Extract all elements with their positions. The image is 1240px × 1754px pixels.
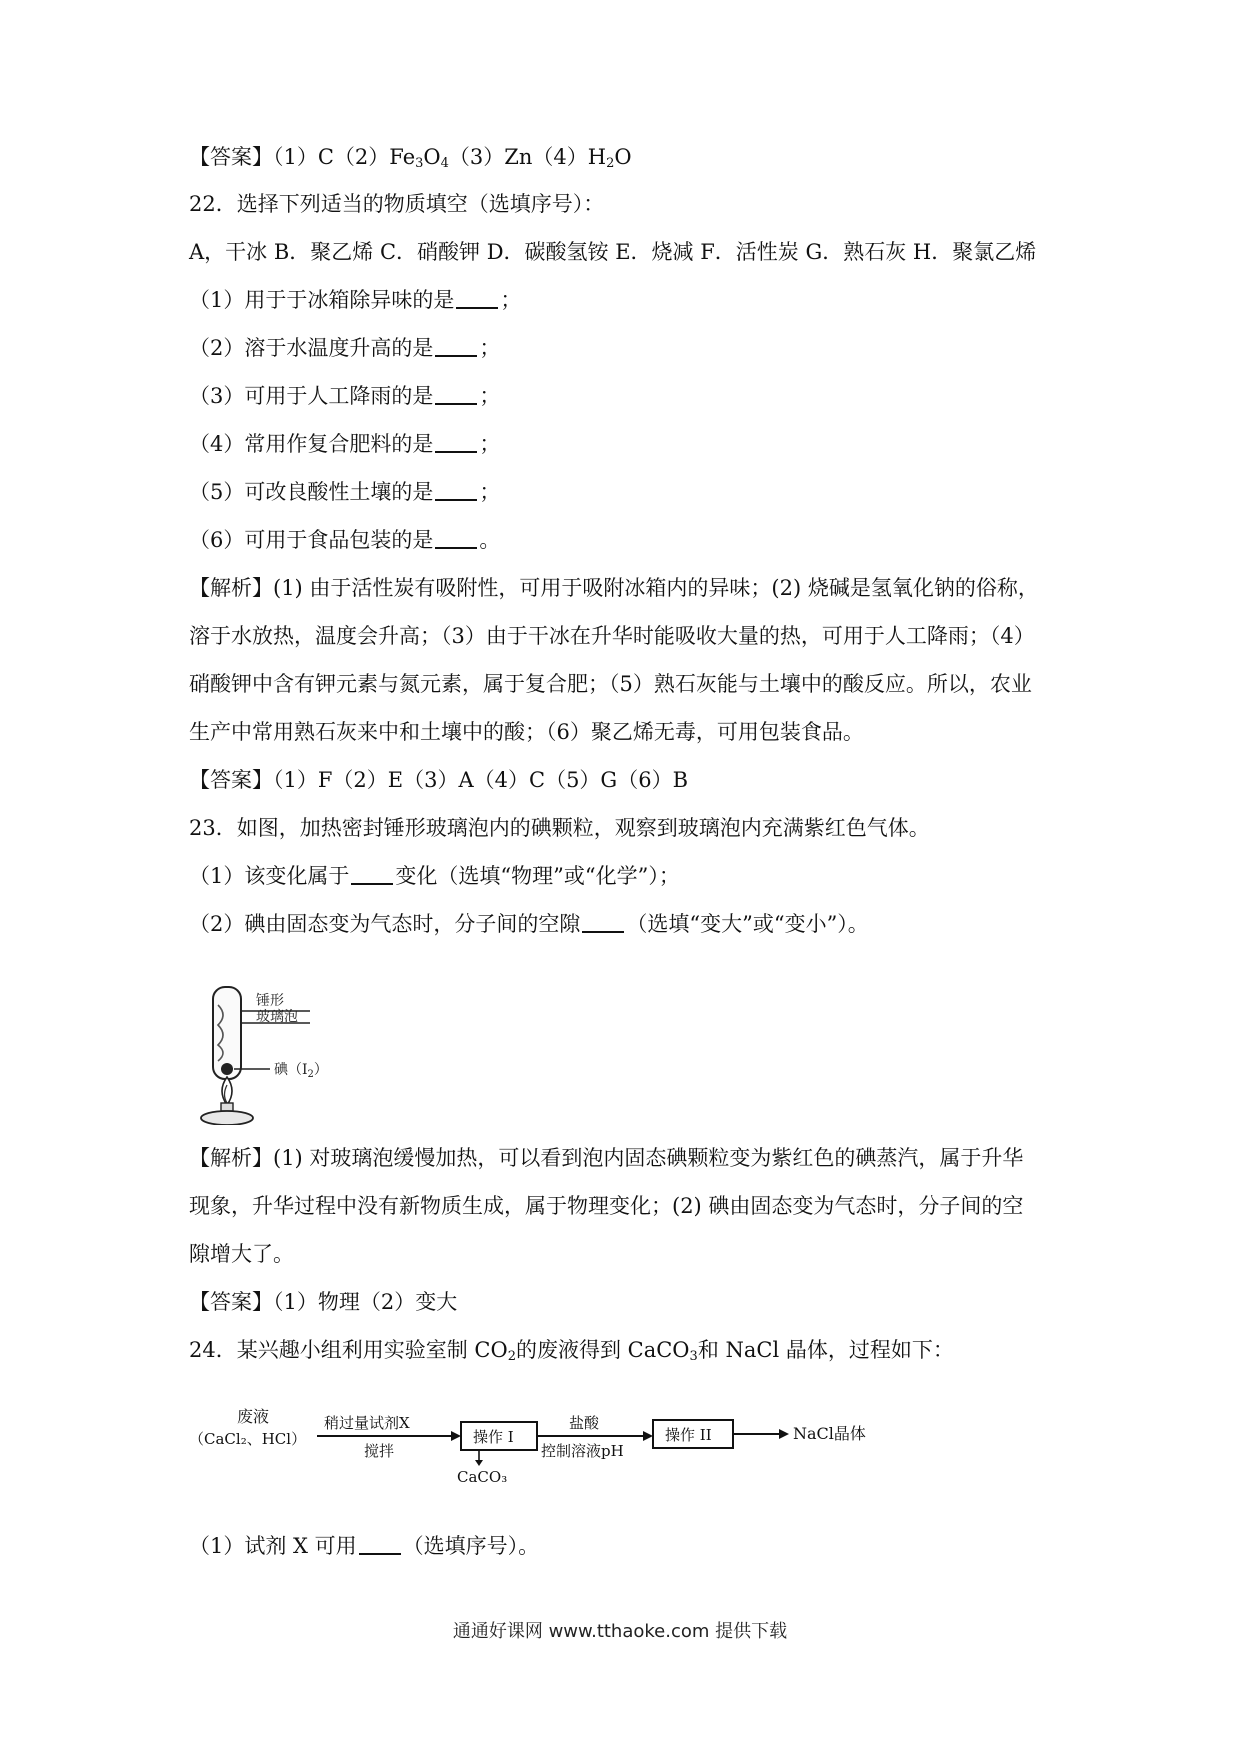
q22-item-3: （3）可用于人工降雨的是 ； [189, 384, 501, 408]
flow-step2-acid: 盐酸 [569, 1414, 600, 1432]
flow-operation-2: 操作 II [665, 1426, 712, 1444]
answer-blank [435, 479, 477, 501]
q23-item-2: （2）碘由固态变为气态时，分子间的空隙 （选填“变大”或“变小”）。 [189, 912, 869, 936]
answer-blank [435, 527, 477, 549]
q22-item-6: （6）可用于食品包装的是 。 [189, 528, 501, 552]
q22-item-4: （4）常用作复合肥料的是 ； [189, 432, 501, 456]
flow-precipitate: CaCO₃ [457, 1468, 508, 1486]
answer-blank [582, 911, 624, 933]
q22-stem: 22．选择下列适当的物质填空（选填序号）： [189, 192, 605, 216]
answer-blank [435, 335, 477, 357]
iodine-bulb-heating-figure [190, 985, 360, 1125]
answer-blank [351, 863, 393, 885]
q22-answer: 【答案】（1）F（2）E（3）A（4）C（5）G（6）B [189, 768, 689, 792]
flow-step1-stir: 搅拌 [364, 1442, 395, 1460]
q24-stem: 24．某兴趣小组利用实验室制 $CO_2$的废液得到 CaCO$_3$和 NaCl 晶体，过程如下： [189, 1338, 954, 1364]
q22-analysis-line-3: 硝酸钾中含有钾元素与氮元素，属于复合肥；（5）熟石灰能与土壤中的酸反应。所以，农业 [189, 672, 1032, 696]
answer-blank [359, 1533, 401, 1555]
q22-item-2: （2）溶于水温度升高的是 ； [189, 336, 501, 360]
q23-item-1: （1）该变化属于 变化（选填“物理”或“化学”）； [189, 864, 680, 888]
flow-operation-1: 操作 I [473, 1428, 514, 1446]
label-iodine: 碘$(I_2)$ [274, 1062, 328, 1080]
answer-blank [435, 383, 477, 405]
flow-step2-ph: 控制溶液pH [541, 1442, 624, 1460]
q22-options: A，干冰 B．聚乙烯 C．硝酸钾 D．碳酸氢铵 E．烧减 F．活性炭 G．熟石灰 H．聚氯乙烯 [189, 240, 1037, 264]
iodine-particles [221, 1063, 233, 1075]
flow-product: NaCl晶体 [793, 1424, 866, 1443]
q22-analysis-line-2: 溶于水放热，温度会升高；（3）由于干冰在升华时能吸收大量的热，可用于人工降雨；（4） [189, 624, 1035, 648]
q22-analysis-line-4: 生产中常用熟石灰来中和土壤中的酸；（6）聚乙烯无毒，可用包装食品。 [189, 720, 864, 744]
q23-answer: 【答案】（1）物理（2）变大 [189, 1290, 458, 1314]
label-glass-bulb: 玻璃泡 [256, 1009, 298, 1025]
q23-analysis-line-3: 隙增大了。 [189, 1242, 294, 1266]
q23-analysis-line-1: 【解析】(1) 对玻璃泡缓慢加热，可以看到泡内固态碘颗粒变为紫红色的碘蒸汽，属于升华 [189, 1146, 1024, 1170]
process-flow-diagram [189, 1400, 909, 1490]
q23-analysis-line-2: 现象，升华过程中没有新物质生成，属于物理变化；(2) 碘由固态变为气态时，分子间的空 [189, 1194, 1024, 1218]
label-hammer: 锤形 [256, 993, 284, 1009]
q24-item-1: （1）试剂 X 可用 （选填序号）。 [189, 1534, 540, 1558]
q22-item-5: （5）可改良酸性土壤的是 ； [189, 480, 501, 504]
flow-waste-formula: （CaCl₂、HCl） [189, 1430, 307, 1448]
answer-blank [435, 431, 477, 453]
q23-stem: 23．如图，加热密封锤形玻璃泡内的碘颗粒，观察到玻璃泡内充满紫红色气体。 [189, 816, 930, 840]
q21-answer: 【答案】$(1)C(2)Fe_3O_4(3)Zn(4)H_2O$ [189, 145, 632, 171]
page-footer: 通通好课网 www.tthaoke.com 提供下载 [452, 1621, 788, 1642]
answer-blank [456, 287, 498, 309]
flame [222, 1077, 232, 1105]
flow-step1-reagent: 稍过量试剂X [324, 1414, 410, 1432]
q22-item-1: （1）用于于冰箱除异味的是 ； [189, 288, 522, 312]
alcohol-burner [201, 1111, 253, 1125]
flow-waste-liquid: 废液 [237, 1407, 270, 1426]
q22-analysis-line-1: 【解析】(1) 由于活性炭有吸附性，可用于吸附冰箱内的异味；(2) 烧碱是氢氧化钠的俗称， [189, 576, 1039, 600]
